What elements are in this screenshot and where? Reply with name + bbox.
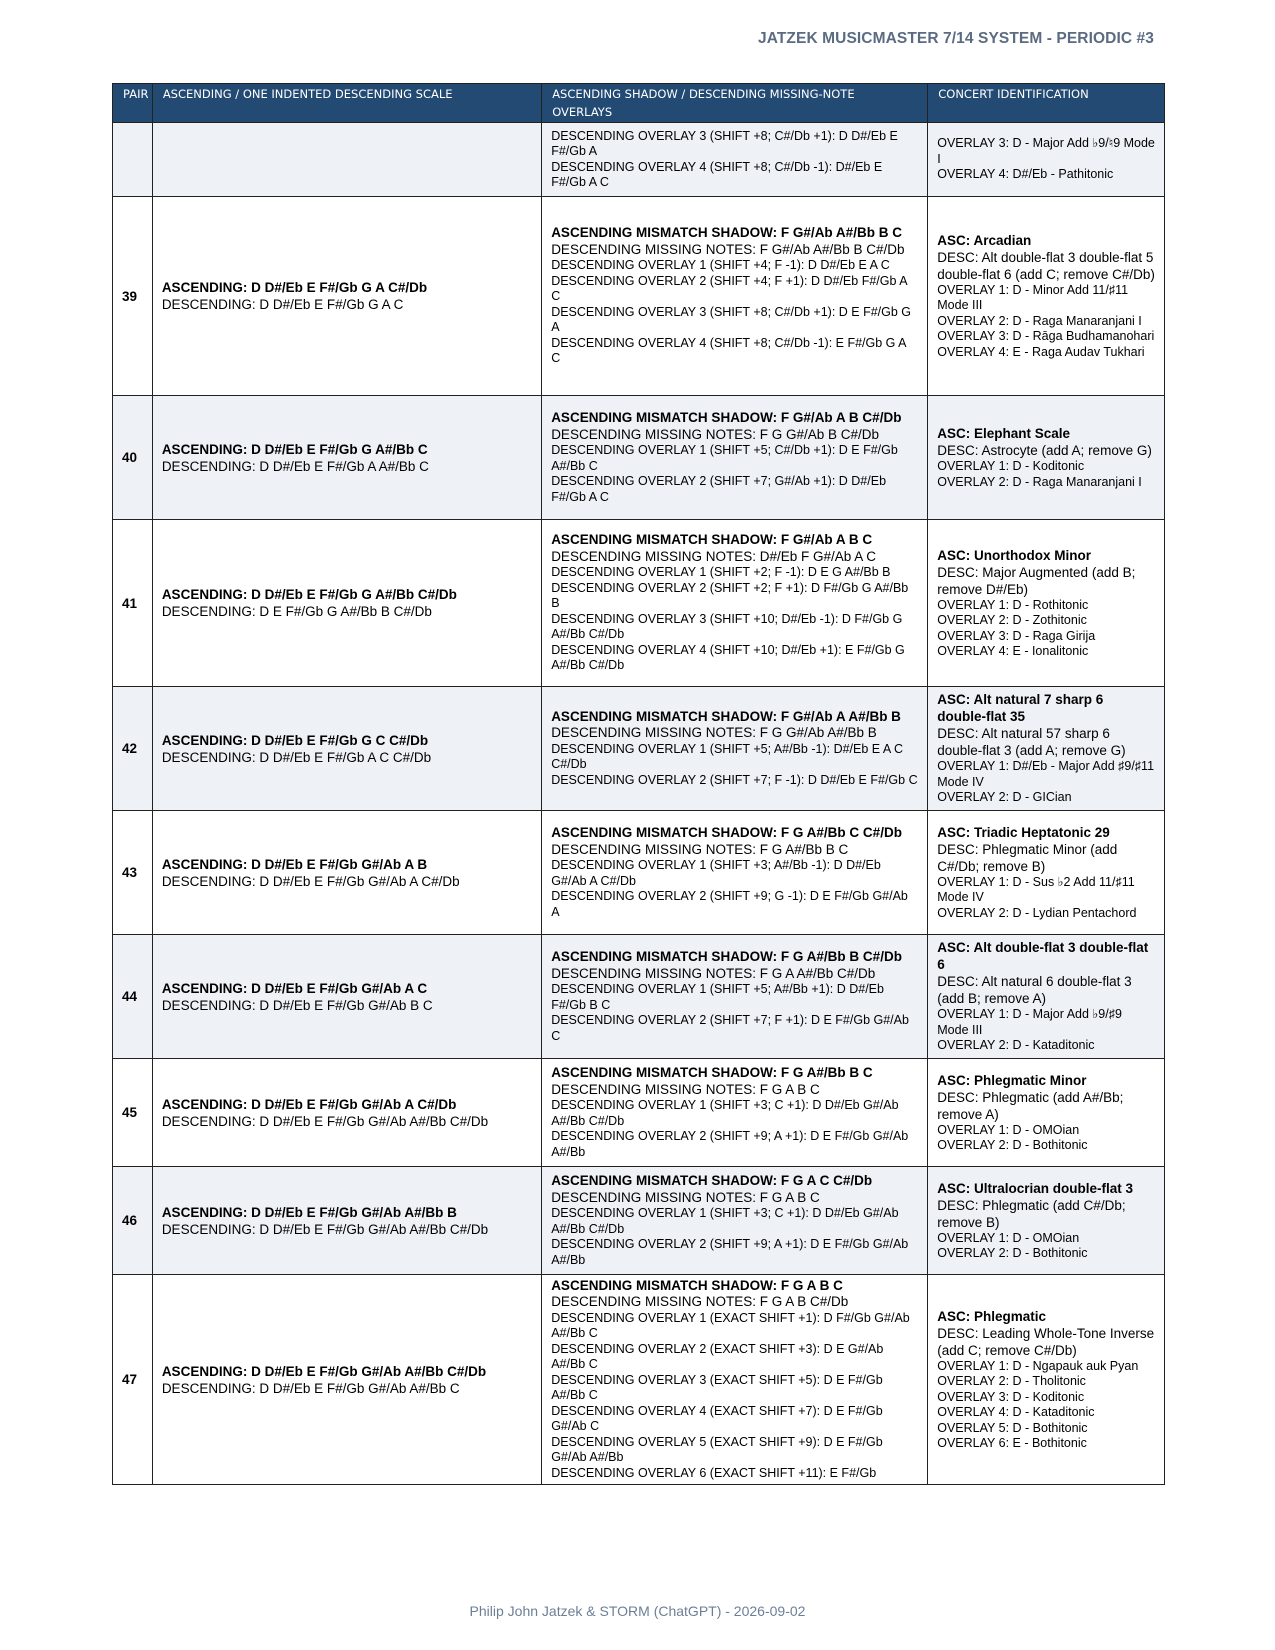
asc-identification: ASC: Triadic Heptatonic 29 <box>937 824 1110 840</box>
desc-identification: DESC: Alt double-flat 3 double-flat 5 double-flat 6 (add C; remove C#/Db) <box>937 249 1155 282</box>
descending-overlay: DESCENDING OVERLAY 2 (EXACT SHIFT +3): D E G#/Ab A#/Bb C <box>551 1341 884 1372</box>
descending-overlay: DESCENDING OVERLAY 1 (EXACT SHIFT +1): D F#/Gb G#/Ab A#/Bb C <box>551 1310 910 1341</box>
table-row <box>113 935 1165 1059</box>
descending-scale: DESCENDING: D D#/Eb E F#/Gb G#/Ab A#/Bb C <box>161 1380 460 1396</box>
descending-scale: DESCENDING: D D#/Eb E F#/Gb G#/Ab A C#/Db <box>161 873 460 889</box>
pair-number: 46 <box>113 1167 153 1275</box>
desc-identification: DESC: Phlegmatic Minor (add C#/Db; remove B) <box>937 841 1118 874</box>
concert-overlay-line: OVERLAY 2: D - Kataditonic <box>937 1038 1095 1053</box>
descending-overlay: DESCENDING OVERLAY 1 (SHIFT +5; A#/Bb -1): D#/Eb E A C C#/Db <box>551 741 904 772</box>
asc-identification: ASC: Arcadian <box>937 232 1032 248</box>
shadow-cell <box>542 687 928 811</box>
pair-number: 42 <box>113 687 153 811</box>
desc-identification: DESC: Alt natural 57 sharp 6 double-flat 3 (add A; remove G) <box>937 726 1126 759</box>
concert-cell <box>928 687 1165 811</box>
descending-overlay: DESCENDING OVERLAY 2 (SHIFT +9; A +1): D E F#/Gb G#/Ab A#/Bb <box>551 1129 909 1159</box>
scale-cell <box>152 197 541 396</box>
concert-overlay-line: OVERLAY 1: D - Rothitonic <box>937 597 1089 612</box>
asc-identification: ASC: Phlegmatic Minor <box>937 1072 1087 1088</box>
descending-missing-notes: DESCENDING MISSING NOTES: F G#/Ab A#/Bb B C#/Db <box>551 241 905 257</box>
descending-overlay: DESCENDING OVERLAY 4 (SHIFT +10; D#/Eb +1): E F#/Gb G A#/Bb C#/Db <box>551 642 905 673</box>
asc-identification: ASC: Unorthodox Minor <box>937 547 1091 563</box>
descending-overlay: DESCENDING OVERLAY 2 (SHIFT +7; F +1): D E F#/Gb G#/Ab C <box>551 1013 909 1043</box>
scale-cell <box>152 123 541 197</box>
concert-overlay-line: OVERLAY 4: E - Ionalitonic <box>937 644 1089 658</box>
table-row <box>113 1275 1165 1485</box>
concert-cell <box>928 1059 1165 1167</box>
scale-cell <box>152 1059 541 1167</box>
descending-scale: DESCENDING: D E F#/Gb G A#/Bb B C#/Db <box>161 604 432 619</box>
table-row <box>113 520 1165 687</box>
pair-number: 47 <box>113 1275 153 1485</box>
column-header-concert: CONCERT IDENTIFICATION <box>928 84 1165 123</box>
scale-cell <box>152 1275 541 1485</box>
descending-overlay: DESCENDING OVERLAY 3 (SHIFT +10; D#/Eb -1): D F#/Gb G A#/Bb C#/Db <box>551 611 903 642</box>
concert-overlay-line: OVERLAY 3: D - Major Add ♭9/♮9 Mode I <box>937 136 1155 166</box>
ascending-mismatch-shadow: ASCENDING MISMATCH SHADOW: F G#/Ab A B C#/Db <box>551 410 902 425</box>
column-header-scale: ASCENDING / ONE INDENTED DESCENDING SCALE <box>152 84 541 123</box>
ascending-scale: ASCENDING: D D#/Eb E F#/Gb G#/Ab A#/Bb B <box>161 1204 457 1220</box>
descending-missing-notes: DESCENDING MISSING NOTES: F G A A#/Bb C#/Db <box>551 965 876 981</box>
descending-scale: DESCENDING: D D#/Eb E F#/Gb G A C <box>161 297 404 312</box>
concert-overlay-line: OVERLAY 2: D - Raga Manaranjani I <box>937 474 1142 489</box>
shadow-cell <box>542 1167 928 1275</box>
ascending-scale: ASCENDING: D D#/Eb E F#/Gb G A C#/Db <box>161 280 428 295</box>
descending-overlay: DESCENDING OVERLAY 2 (SHIFT +7; G#/Ab +1): D D#/Eb F#/Gb A C <box>551 474 887 504</box>
concert-overlay-line: OVERLAY 1: D - Major Add ♭9/♯9 Mode III <box>937 1007 1122 1037</box>
ascending-scale: ASCENDING: D D#/Eb E F#/Gb G#/Ab A B <box>161 856 428 872</box>
ascending-mismatch-shadow: ASCENDING MISMATCH SHADOW: F G#/Ab A B C <box>551 532 873 548</box>
descending-overlay: DESCENDING OVERLAY 3 (SHIFT +8; C#/Db +1): D E F#/Gb G A <box>551 304 912 335</box>
descending-overlay: DESCENDING OVERLAY 2 (SHIFT +9; G -1): D E F#/Gb G#/Ab A <box>551 889 908 919</box>
pair-number: 43 <box>113 811 153 935</box>
concert-overlay-line: OVERLAY 1: D - Sus ♭2 Add 11/♯11 Mode IV <box>937 874 1135 905</box>
asc-identification: ASC: Phlegmatic <box>937 1308 1047 1324</box>
descending-missing-notes: DESCENDING MISSING NOTES: F G G#/Ab A#/Bb B <box>551 725 877 741</box>
overlay-line: DESCENDING OVERLAY 4 (SHIFT +8; C#/Db -1): D#/Eb E F#/Gb A C <box>551 159 883 189</box>
column-header-pair: PAIR <box>113 84 153 123</box>
ascending-mismatch-shadow: ASCENDING MISMATCH SHADOW: F G#/Ab A A#/Bb B <box>551 708 901 724</box>
ascending-scale: ASCENDING: D D#/Eb E F#/Gb G A#/Bb C <box>161 441 428 457</box>
descending-overlay: DESCENDING OVERLAY 2 (SHIFT +4; F +1): D D#/Eb F#/Gb A C <box>551 273 907 304</box>
table-header-row <box>113 84 1165 123</box>
ascending-mismatch-shadow: ASCENDING MISMATCH SHADOW: F G A B C <box>551 1277 843 1293</box>
concert-overlay-line: OVERLAY 2: D - Raga Manaranjani I <box>937 313 1142 328</box>
concert-overlay-line: OVERLAY 1: D - OMOian <box>937 1230 1080 1245</box>
descending-scale: DESCENDING: D D#/Eb E F#/Gb A A#/Bb C <box>161 458 429 474</box>
pair-cell <box>113 123 153 197</box>
scale-cell <box>152 1167 541 1275</box>
ascending-mismatch-shadow: ASCENDING MISMATCH SHADOW: F G A#/Bb B C <box>551 1065 873 1080</box>
descending-overlay: DESCENDING OVERLAY 2 (SHIFT +2; F +1): D F#/Gb G A#/Bb B <box>551 580 909 611</box>
concert-overlay-line: OVERLAY 2: D - Zothitonic <box>937 613 1087 627</box>
scale-cell <box>152 520 541 687</box>
concert-overlay-line: OVERLAY 4: E - Raga Audav Tukhari <box>937 344 1145 359</box>
concert-overlay-line: OVERLAY 1: D - Koditonic <box>937 459 1085 473</box>
shadow-cell <box>542 935 928 1059</box>
concert-cell <box>928 197 1165 396</box>
ascending-scale: ASCENDING: D D#/Eb E F#/Gb G#/Ab A C#/Db <box>161 1096 457 1112</box>
descending-scale: DESCENDING: D D#/Eb E F#/Gb A C C#/Db <box>161 749 432 765</box>
descending-overlay: DESCENDING OVERLAY 4 (EXACT SHIFT +7): D E F#/Gb G#/Ab C <box>551 1403 883 1434</box>
descending-overlay: DESCENDING OVERLAY 3 (EXACT SHIFT +5): D E F#/Gb A#/Bb C <box>551 1372 883 1403</box>
concert-overlay-line: OVERLAY 1: D#/Eb - Major Add ♯9/♯11 Mode IV <box>937 759 1155 789</box>
shadow-cell <box>542 520 928 687</box>
descending-scale: DESCENDING: D D#/Eb E F#/Gb G#/Ab B C <box>161 997 433 1013</box>
page-footer: Philip John Jatzek & STORM (ChatGPT) - 2026-09-02 <box>469 1603 806 1619</box>
pair-number: 40 <box>113 396 153 520</box>
concert-overlay-line: OVERLAY 2: D - GICian <box>937 790 1072 805</box>
table-row-continuation <box>113 123 1165 197</box>
desc-identification: DESC: Astrocyte (add A; remove G) <box>937 443 1152 458</box>
descending-overlay: DESCENDING OVERLAY 1 (SHIFT +3; A#/Bb -1): D D#/Eb G#/Ab A C#/Db <box>551 858 881 888</box>
asc-identification: ASC: Alt double-flat 3 double-flat 6 <box>937 940 1149 973</box>
ascending-scale: ASCENDING: D D#/Eb E F#/Gb G#/Ab A#/Bb C#/Db <box>161 1363 487 1379</box>
shadow-cell <box>542 1275 928 1485</box>
concert-cell <box>928 520 1165 687</box>
table-row <box>113 811 1165 935</box>
concert-overlay-line: OVERLAY 4: D#/Eb - Pathitonic <box>937 167 1114 182</box>
ascending-mismatch-shadow: ASCENDING MISMATCH SHADOW: F G#/Ab A#/Bb B C <box>551 225 902 241</box>
concert-overlay-line: OVERLAY 3: D - Raga Girija <box>937 628 1096 643</box>
descending-missing-notes: DESCENDING MISSING NOTES: F G G#/Ab B C#/Db <box>551 426 880 442</box>
descending-overlay: DESCENDING OVERLAY 4 (SHIFT +8; C#/Db -1): E F#/Gb G A C <box>551 335 906 366</box>
desc-identification: DESC: Leading Whole-Tone Inverse (add C; remove C#/Db) <box>937 1325 1155 1358</box>
concert-overlay-line: OVERLAY 6: E - Bothitonic <box>937 1436 1087 1450</box>
column-header-shadow: ASCENDING SHADOW / DESCENDING MISSING-NOTE OVERLAYS <box>542 84 928 123</box>
descending-overlay: DESCENDING OVERLAY 5 (EXACT SHIFT +9): D E F#/Gb G#/Ab A#/Bb <box>551 1434 883 1465</box>
concert-overlay-line: OVERLAY 1: D - OMOian <box>937 1122 1080 1137</box>
table-row <box>113 1059 1165 1167</box>
concert-overlay-line: OVERLAY 1: D - Ngapauk auk Pyan <box>937 1358 1139 1373</box>
descending-missing-notes: DESCENDING MISSING NOTES: D#/Eb F G#/Ab A C <box>551 548 877 564</box>
shadow-cell <box>542 197 928 396</box>
concert-cell <box>928 396 1165 520</box>
concert-overlay-line: OVERLAY 1: D - Minor Add 11/♯11 Mode III <box>937 282 1129 313</box>
descending-missing-notes: DESCENDING MISSING NOTES: F G A B C <box>551 1189 820 1205</box>
concert-cell <box>928 1275 1165 1485</box>
concert-cell <box>928 1167 1165 1275</box>
descending-overlay: DESCENDING OVERLAY 1 (SHIFT +3; C +1): D D#/Eb G#/Ab A#/Bb C#/Db <box>551 1098 899 1128</box>
scale-cell <box>152 396 541 520</box>
concert-overlay-line: OVERLAY 2: D - Bothitonic <box>937 1246 1088 1260</box>
descending-missing-notes: DESCENDING MISSING NOTES: F G A B C <box>551 1081 820 1097</box>
concert-overlay-line: OVERLAY 2: D - Lydian Pentachord <box>937 905 1137 920</box>
ascending-scale: ASCENDING: D D#/Eb E F#/Gb G C C#/Db <box>161 732 429 748</box>
ascending-scale: ASCENDING: D D#/Eb E F#/Gb G A#/Bb C#/Db <box>161 587 457 602</box>
desc-identification: DESC: Phlegmatic (add A#/Bb; remove A) <box>937 1089 1124 1122</box>
scale-cell <box>152 935 541 1059</box>
desc-identification: DESC: Major Augmented (add B; remove D#/Eb) <box>937 564 1136 597</box>
overlay-line: DESCENDING OVERLAY 3 (SHIFT +8; C#/Db +1): D D#/Eb E F#/Gb A <box>551 128 898 158</box>
descending-overlay: DESCENDING OVERLAY 6 (EXACT SHIFT +11): E F#/Gb <box>551 1465 877 1480</box>
shadow-cell <box>542 811 928 935</box>
table-row <box>113 687 1165 811</box>
desc-identification: DESC: Phlegmatic (add C#/Db; remove B) <box>937 1197 1126 1230</box>
concert-overlay-line: OVERLAY 2: D - Bothitonic <box>937 1138 1088 1152</box>
descending-overlay: DESCENDING OVERLAY 1 (SHIFT +5; A#/Bb +1): D D#/Eb F#/Gb B C <box>551 982 884 1012</box>
concert-cell <box>928 811 1165 935</box>
descending-overlay: DESCENDING OVERLAY 1 (SHIFT +5; C#/Db +1): D E F#/Gb A#/Bb C <box>551 443 898 473</box>
descending-overlay: DESCENDING OVERLAY 1 (SHIFT +2; F -1): D E G A#/Bb B <box>551 565 891 580</box>
asc-identification: ASC: Ultralocrian double-flat 3 <box>937 1180 1134 1196</box>
pair-number: 44 <box>113 935 153 1059</box>
concert-overlay-line: OVERLAY 2: D - Tholitonic <box>937 1374 1086 1388</box>
concert-cell <box>928 935 1165 1059</box>
descending-overlay: DESCENDING OVERLAY 1 (SHIFT +4; F -1): D D#/Eb E A C <box>551 258 890 273</box>
ascending-scale: ASCENDING: D D#/Eb E F#/Gb G#/Ab A C <box>161 980 428 996</box>
descending-missing-notes: DESCENDING MISSING NOTES: F G A#/Bb B C <box>551 841 849 857</box>
ascending-mismatch-shadow: ASCENDING MISMATCH SHADOW: F G A#/Bb B C#/Db <box>551 949 902 964</box>
descending-scale: DESCENDING: D D#/Eb E F#/Gb G#/Ab A#/Bb C#/Db <box>161 1221 489 1237</box>
concert-cell <box>928 123 1165 197</box>
table-body <box>113 123 1165 1485</box>
descending-overlay: DESCENDING OVERLAY 2 (SHIFT +7; F -1): D D#/Eb E F#/Gb C <box>551 772 918 787</box>
asc-identification: ASC: Alt natural 7 sharp 6 double-flat 35 <box>937 692 1104 725</box>
pair-number: 41 <box>113 520 153 687</box>
ascending-mismatch-shadow: ASCENDING MISMATCH SHADOW: F G A C C#/Db <box>551 1173 873 1188</box>
table-row <box>113 1167 1165 1275</box>
ascending-mismatch-shadow: ASCENDING MISMATCH SHADOW: F G A#/Bb C C#/Db <box>551 825 902 840</box>
table-row <box>113 396 1165 520</box>
shadow-cell <box>542 396 928 520</box>
asc-identification: ASC: Elephant Scale <box>937 426 1071 441</box>
descending-missing-notes: DESCENDING MISSING NOTES: F G A B C#/Db <box>551 1294 849 1310</box>
scale-pairs-table <box>112 83 1165 1485</box>
scale-cell <box>152 687 541 811</box>
table-row <box>113 197 1165 396</box>
scale-cell <box>152 811 541 935</box>
descending-scale: DESCENDING: D D#/Eb E F#/Gb G#/Ab A#/Bb C#/Db <box>161 1113 489 1129</box>
page-title: JATZEK MUSICMASTER 7/14 SYSTEM - PERIODIC #3 <box>758 30 1154 47</box>
descending-overlay: DESCENDING OVERLAY 1 (SHIFT +3; C +1): D D#/Eb G#/Ab A#/Bb C#/Db <box>551 1206 899 1236</box>
concert-overlay-line: OVERLAY 3: D - Koditonic <box>937 1389 1085 1404</box>
concert-overlay-line: OVERLAY 5: D - Bothitonic <box>937 1420 1088 1435</box>
pair-number: 39 <box>113 197 153 396</box>
concert-overlay-line: OVERLAY 3: D - Rāga Budhamanohari <box>937 329 1155 344</box>
pair-number: 45 <box>113 1059 153 1167</box>
shadow-cell <box>542 1059 928 1167</box>
shadow-cell <box>542 123 928 197</box>
descending-overlay: DESCENDING OVERLAY 2 (SHIFT +9; A +1): D E F#/Gb G#/Ab A#/Bb <box>551 1237 909 1267</box>
concert-overlay-line: OVERLAY 4: D - Kataditonic <box>937 1405 1095 1419</box>
desc-identification: DESC: Alt natural 6 double-flat 3 (add B; remove A) <box>937 974 1132 1007</box>
